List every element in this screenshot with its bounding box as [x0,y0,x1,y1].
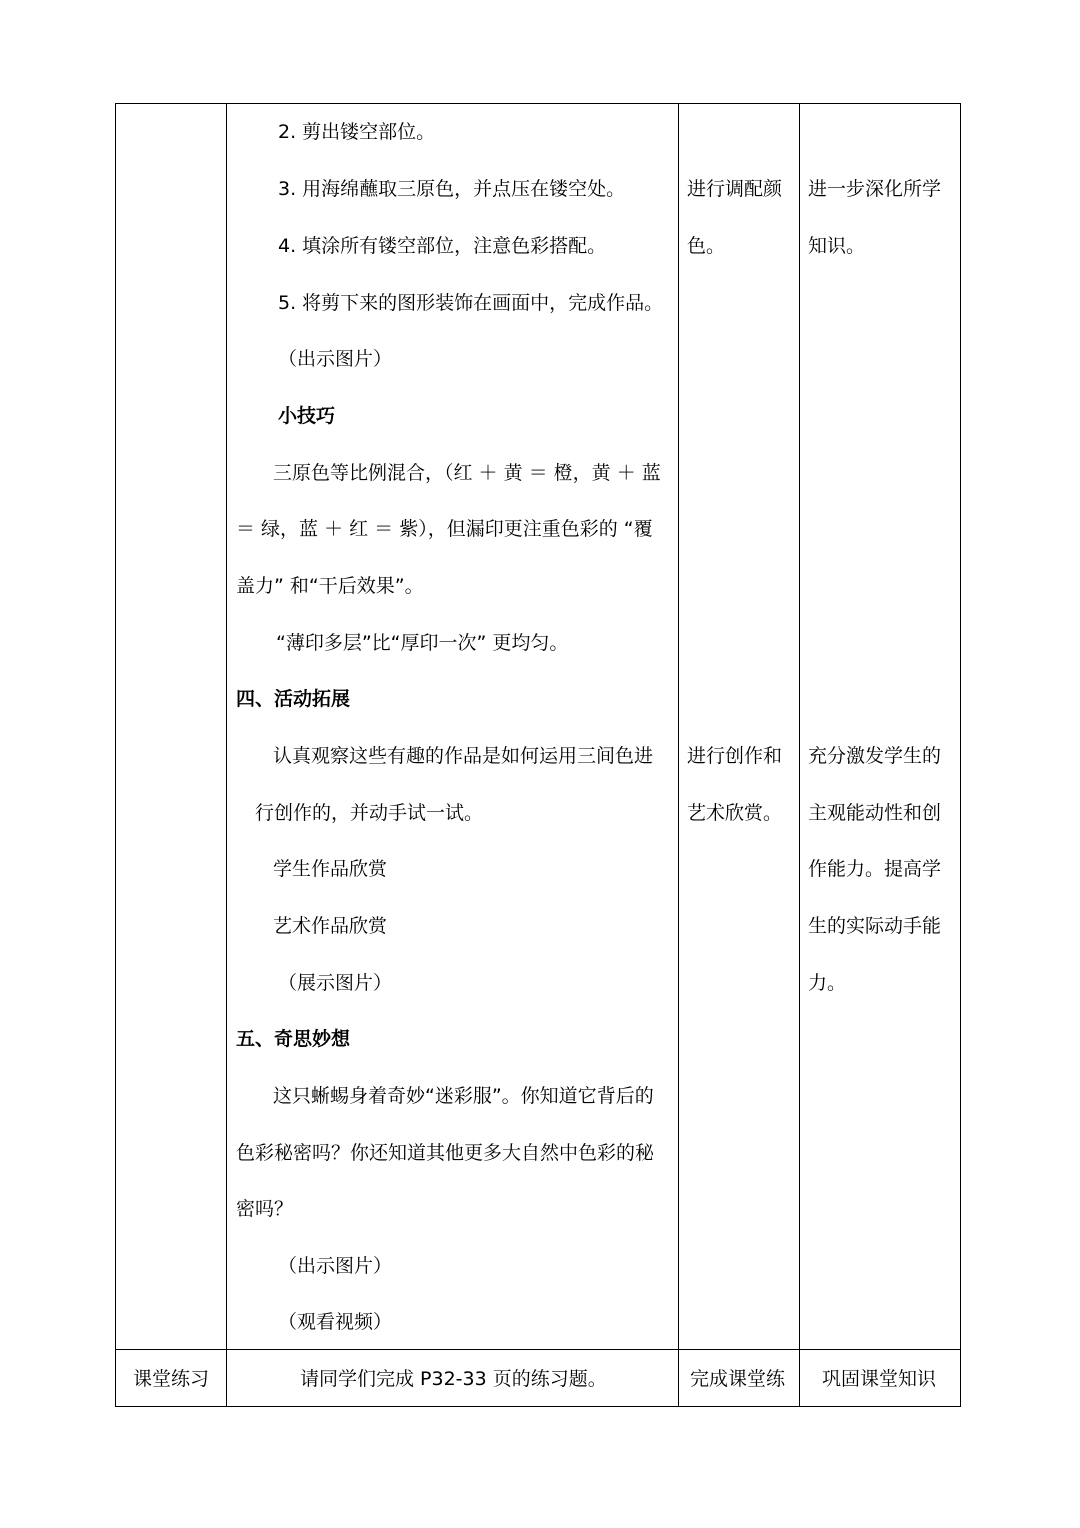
table-left-border [115,103,116,1407]
section-4-paragraph-line: 认真观察这些有趣的作品是如何运用三间色进 [273,745,654,767]
table-col-divider-3 [799,103,800,1407]
intent-deepen-line: 知识。 [808,235,866,257]
section-5-paragraph-line: 这只蜥蜴身着奇妙“迷彩服”。你知道它背后的 [273,1085,654,1107]
tips-paragraph-line: ＝ 绿，蓝 ＋ 红 ＝ 紫），但漏印更注重色彩的 “覆 [236,518,653,540]
section-5-heading: 五、奇思妙想 [236,1028,351,1050]
tips-paragraph-line: 盖力” 和“干后效果”。 [236,575,424,597]
step-3: 3. 用海绵蘸取三原色，并点压在镂空处。 [278,178,626,200]
show-image-note: （展示图片） [278,972,393,994]
table-row-divider [115,1349,961,1350]
section-4-paragraph-line: 行创作的，并动手试一试。 [255,802,484,824]
intent-deepen-line: 进一步深化所学 [808,178,942,200]
section-5-paragraph-line: 密吗？ [236,1198,294,1220]
step-5: 5. 将剪下来的图形装饰在画面中，完成作品。 [278,292,664,314]
activity-mix-colors-line: 色。 [687,235,726,257]
show-image-note: （出示图片） [278,348,393,370]
table-col-divider-1 [226,103,227,1407]
intent-stimulate-line: 充分激发学生的 [808,745,942,767]
intent-stimulate-line: 主观能动性和创 [808,802,942,824]
tips-note: “薄印多层”比“厚印一次” 更均匀。 [276,632,569,654]
exercise-row-label: 课堂练习 [133,1368,210,1390]
tips-heading: 小技巧 [278,405,336,427]
art-works-label: 艺术作品欣赏 [273,915,388,937]
table-top-border [115,103,961,104]
activity-create-line: 艺术欣赏。 [687,802,783,824]
exercise-row-intent: 巩固课堂知识 [822,1368,937,1390]
step-4: 4. 填涂所有镂空部位，注意色彩搭配。 [278,235,607,257]
activity-mix-colors-line: 进行调配颜 [687,178,783,200]
watch-video-note: （观看视频） [278,1311,393,1333]
table-right-border [960,103,961,1407]
exercise-row-activity: 完成课堂练 [690,1368,786,1390]
section-5-paragraph-line: 色彩秘密吗？你还知道其他更多大自然中色彩的秘 [236,1142,655,1164]
show-image-note: （出示图片） [278,1255,393,1277]
student-works-label: 学生作品欣赏 [273,858,388,880]
intent-stimulate-line: 力。 [808,972,847,994]
table-col-divider-2 [678,103,679,1407]
step-2: 2. 剪出镂空部位。 [278,121,436,143]
table-bottom-border [115,1406,961,1407]
tips-paragraph-line: 三原色等比例混合，（红 ＋ 黄 ＝ 橙，黄 ＋ 蓝 [273,462,661,484]
intent-stimulate-line: 生的实际动手能 [808,915,942,937]
exercise-row-content: 请同学们完成 P32-33 页的练习题。 [300,1368,607,1390]
section-4-heading: 四、活动拓展 [236,688,351,710]
activity-create-line: 进行创作和 [687,745,783,767]
intent-stimulate-line: 作能力。提高学 [808,858,942,880]
